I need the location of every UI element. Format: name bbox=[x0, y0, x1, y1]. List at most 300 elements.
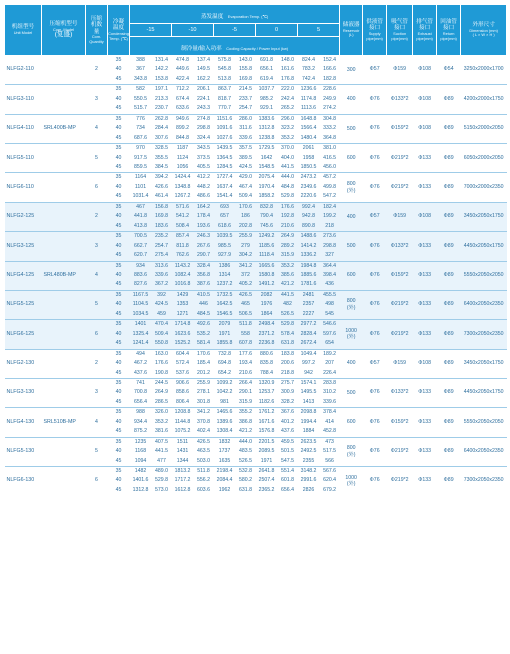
capacity-cell: 388 bbox=[130, 56, 152, 66]
cond-temp-cell: 40 bbox=[108, 359, 130, 368]
capacity-cell: 942.8 bbox=[298, 212, 320, 221]
capacity-cell: 412.2 bbox=[194, 173, 214, 183]
capacity-cell: 863.7 bbox=[214, 85, 236, 95]
capacity-cell: 1174.8 bbox=[298, 95, 320, 104]
capacity-cell: 1049.4 bbox=[298, 349, 320, 359]
capacity-cell: 631.8 bbox=[236, 486, 256, 495]
comp-model-cell bbox=[42, 232, 86, 261]
capacity-cell: 1813.2 bbox=[172, 467, 194, 477]
capacity-cell: 254.7 bbox=[236, 104, 256, 114]
capacity-cell: 357.5 bbox=[236, 144, 256, 154]
capacity-cell: 465 bbox=[236, 300, 256, 309]
return-pipe-cell: Φ89 bbox=[437, 320, 461, 349]
capacity-cell: 457.2 bbox=[320, 173, 340, 183]
capacity-cell: 1491.2 bbox=[256, 280, 278, 290]
capacity-cell: 210.6 bbox=[236, 369, 256, 379]
table-row bbox=[5, 290, 507, 300]
capacity-cell: 858.6 bbox=[172, 388, 194, 397]
reservoir-cell: 500 bbox=[340, 232, 363, 261]
comp-qty-cell: 2 bbox=[86, 202, 108, 231]
cond-temp-header: 冷凝温度 Condensing Temp. (℃) bbox=[108, 5, 130, 56]
capacity-cell: 499.8 bbox=[320, 183, 340, 192]
capacity-cell: 207 bbox=[320, 359, 340, 368]
cond-temp-cell: 35 bbox=[108, 378, 130, 388]
capacity-cell: 176.8 bbox=[278, 75, 298, 85]
capacity-cell: 526.5 bbox=[236, 457, 256, 467]
table-row bbox=[5, 56, 507, 66]
reservoir-cell: 300 bbox=[340, 56, 363, 85]
cond-temp-cell: 35 bbox=[108, 467, 130, 477]
capacity-cell: 1414.2 bbox=[298, 242, 320, 251]
return-pipe-cell: Φ89 bbox=[437, 261, 461, 290]
supply-pipe-cell: Φ76 bbox=[363, 261, 387, 290]
cond-temp-cell: 45 bbox=[108, 134, 130, 144]
supply-header: 供液管接口 Supply pipe(mm) bbox=[363, 5, 387, 56]
capacity-cell: 131.4 bbox=[152, 56, 172, 66]
capacity-cell: 1424.4 bbox=[172, 173, 194, 183]
capacity-cell: 367.2 bbox=[152, 280, 172, 290]
capacity-cell: 1971 bbox=[256, 457, 278, 467]
capacity-cell: 1168 bbox=[130, 447, 152, 456]
capacity-cell: 537.6 bbox=[172, 369, 194, 379]
capacity-cell: 618.6 bbox=[214, 222, 236, 232]
capacity-cell: 246.3 bbox=[194, 232, 214, 242]
capacity-cell: 929.1 bbox=[256, 104, 278, 114]
capacity-cell: 370.8 bbox=[194, 418, 214, 427]
capacity-cell: 859.5 bbox=[130, 163, 152, 173]
return-pipe-cell: Φ89 bbox=[437, 408, 461, 437]
capacity-cell: 2357 bbox=[298, 300, 320, 309]
capacity-cell: 1308.4 bbox=[214, 427, 236, 437]
capacity-cell: 275.7 bbox=[278, 378, 298, 388]
capacity-cell: 449.6 bbox=[172, 65, 194, 74]
dimension-cell: 3450x2050x1750 bbox=[461, 202, 507, 231]
capacity-cell: 949.6 bbox=[172, 114, 194, 124]
capacity-cell: 192.8 bbox=[278, 212, 298, 221]
reservoir-cell: 800 (外) bbox=[340, 290, 363, 319]
comp-qty-cell: 2 bbox=[86, 56, 108, 85]
capacity-cell: 228.6 bbox=[320, 85, 340, 95]
dimension-cell: 4200x2000x1750 bbox=[461, 85, 507, 114]
capacity-cell: 494 bbox=[130, 349, 152, 359]
cond-temp-cell: 45 bbox=[108, 398, 130, 408]
capacity-cell: 506.5 bbox=[236, 310, 256, 320]
supply-pipe-cell: Φ57 bbox=[363, 202, 387, 231]
cond-temp-cell: 45 bbox=[108, 280, 130, 290]
capacity-cell: 741 bbox=[130, 378, 152, 388]
capacity-cell: 201.2 bbox=[194, 369, 214, 379]
capacity-cell: 274.2 bbox=[320, 104, 340, 114]
capacity-cell: 2473.2 bbox=[298, 173, 320, 183]
dimension-cell: 5550x2050x2050 bbox=[461, 408, 507, 437]
suction-pipe-cell: Φ159*2 bbox=[387, 114, 413, 143]
capacity-cell: 398.4 bbox=[320, 271, 340, 280]
cond-temp-cell: 35 bbox=[108, 56, 130, 66]
suction-pipe-cell: Φ133*2 bbox=[387, 378, 413, 407]
capacity-cell: 2507.4 bbox=[256, 476, 278, 485]
capacity-cell: 1124 bbox=[172, 154, 194, 163]
exhaust-pipe-cell: Φ133 bbox=[413, 467, 437, 496]
suction-pipe-cell: Φ219*2 bbox=[387, 320, 413, 349]
capacity-cell: 2977.2 bbox=[298, 320, 320, 330]
dimension-cell: 6400x2050x2350 bbox=[461, 290, 507, 319]
table-row bbox=[5, 232, 507, 242]
capacity-cell: 529.8 bbox=[278, 192, 298, 202]
capacity-cell: 1094 bbox=[130, 457, 152, 467]
capacity-cell: 2201.5 bbox=[256, 437, 278, 447]
capacity-cell: 373.5 bbox=[194, 154, 214, 163]
capacity-cell: 1312.8 bbox=[256, 124, 278, 133]
supply-pipe-cell: Φ76 bbox=[363, 173, 387, 202]
capacity-cell: 389.5 bbox=[236, 154, 256, 163]
capacity-cell: 328.2 bbox=[278, 398, 298, 408]
supply-pipe-cell: Φ76 bbox=[363, 85, 387, 114]
comp-qty-cell: 6 bbox=[86, 320, 108, 349]
capacity-cell: 149.5 bbox=[194, 65, 214, 74]
cond-temp-cell: 45 bbox=[108, 486, 130, 495]
comp-model-cell bbox=[42, 437, 86, 466]
capacity-cell: 315.9 bbox=[236, 398, 256, 408]
capacity-cell: 1714.8 bbox=[172, 320, 194, 330]
unit-model-cell: NLFG4-110 bbox=[5, 114, 42, 143]
capacity-cell: 426.5 bbox=[236, 290, 256, 300]
exhaust-pipe-cell: Φ108 bbox=[413, 349, 437, 378]
capacity-cell: 835.8 bbox=[256, 359, 278, 368]
capacity-cell: 573.0 bbox=[152, 486, 172, 495]
suction-pipe-cell: Φ219*2 bbox=[387, 437, 413, 466]
capacity-cell: 326.0 bbox=[152, 408, 172, 418]
capacity-cell: 142.2 bbox=[152, 65, 172, 74]
capacity-cell: 410.5 bbox=[194, 290, 214, 300]
table-row bbox=[5, 114, 507, 124]
capacity-cell: 985.2 bbox=[256, 95, 278, 104]
capacity-cell: 1413 bbox=[298, 398, 320, 408]
comp-model-cell bbox=[42, 202, 86, 231]
capacity-cell: 1761.2 bbox=[256, 408, 278, 418]
capacity-cell: 503.0 bbox=[194, 457, 214, 467]
exhaust-pipe-cell: Φ133 bbox=[413, 261, 437, 290]
capacity-cell: 387.6 bbox=[194, 280, 214, 290]
capacity-cell: 367.6 bbox=[278, 408, 298, 418]
capacity-cell: 745.6 bbox=[256, 222, 278, 232]
capacity-cell: 603.6 bbox=[194, 486, 214, 495]
capacity-cell: 414 bbox=[320, 418, 340, 427]
capacity-cell: 262.8 bbox=[152, 114, 172, 124]
capacity-cell: 582 bbox=[130, 85, 152, 95]
capacity-cell: 2349.6 bbox=[298, 183, 320, 192]
capacity-cell: 547.2 bbox=[320, 192, 340, 202]
capacity-cell: 1737 bbox=[214, 447, 236, 456]
return-pipe-cell: Φ89 bbox=[437, 202, 461, 231]
capacity-cell: 1320.9 bbox=[256, 378, 278, 388]
capacity-cell: 2826 bbox=[298, 486, 320, 495]
capacity-cell: 1431 bbox=[172, 447, 194, 456]
comp-model-cell bbox=[42, 349, 86, 378]
suction-pipe-cell: Φ159 bbox=[387, 349, 413, 378]
capacity-cell: 467 bbox=[130, 202, 152, 212]
capacity-cell: 762.6 bbox=[172, 251, 194, 261]
suction-pipe-cell: Φ159 bbox=[387, 202, 413, 231]
capacity-cell: 572.4 bbox=[172, 359, 194, 368]
capacity-cell: 274.8 bbox=[194, 114, 214, 124]
return-pipe-cell: Φ89 bbox=[437, 114, 461, 143]
reservoir-cell: 400 bbox=[340, 202, 363, 231]
capacity-cell: 934.4 bbox=[130, 418, 152, 427]
unit-model-cell: NLFG2-110 bbox=[5, 56, 42, 85]
capacity-cell: 206.1 bbox=[194, 85, 214, 95]
cond-temp-cell: 35 bbox=[108, 437, 130, 447]
capacity-cell: 732.8 bbox=[214, 349, 236, 359]
capacity-cell: 304.2 bbox=[236, 251, 256, 261]
capacity-cell: 1389.6 bbox=[214, 418, 236, 427]
capacity-cell: 307.6 bbox=[152, 134, 172, 144]
capacity-cell: 1143.2 bbox=[172, 261, 194, 271]
dimension-cell: 6400x2050x2350 bbox=[461, 437, 507, 466]
capacity-cell: 1182.6 bbox=[256, 398, 278, 408]
capacity-cell: 2623.5 bbox=[298, 437, 320, 447]
comp-model-cell bbox=[42, 378, 86, 407]
capacity-cell: 656.1 bbox=[256, 65, 278, 74]
reservoir-cell: 400 bbox=[340, 85, 363, 114]
capacity-cell: 405.5 bbox=[194, 163, 214, 173]
capacity-cell: 441.5 bbox=[278, 163, 298, 173]
exhaust-pipe-cell: Φ108 bbox=[413, 56, 437, 85]
evap-temp-col: -15 bbox=[130, 24, 172, 37]
capacity-cell: 413.8 bbox=[130, 222, 152, 232]
capacity-cell: 378.4 bbox=[320, 408, 340, 418]
capacity-cell: 178.4 bbox=[194, 212, 214, 221]
capacity-cell: 296.0 bbox=[278, 114, 298, 124]
suction-pipe-cell: Φ159*2 bbox=[387, 261, 413, 290]
capacity-cell: 811.8 bbox=[172, 242, 194, 251]
table-row bbox=[5, 202, 507, 212]
capacity-cell: 162.2 bbox=[194, 75, 214, 85]
capacity-cell: 1732.5 bbox=[214, 290, 236, 300]
capacity-cell: 182.8 bbox=[320, 75, 340, 85]
capacity-cell: 1574.1 bbox=[298, 378, 320, 388]
capacity-cell: 470.4 bbox=[152, 320, 172, 330]
capacity-cell: 424.5 bbox=[236, 163, 256, 173]
capacity-cell: 370.0 bbox=[278, 144, 298, 154]
supply-pipe-cell: Φ57 bbox=[363, 56, 387, 85]
cond-temp-cell: 45 bbox=[108, 75, 130, 85]
capacity-cell: 1325.4 bbox=[130, 330, 152, 339]
exhaust-pipe-cell: Φ133 bbox=[413, 173, 437, 202]
capacity-cell: 1312.8 bbox=[130, 486, 152, 495]
capacity-cell: 656.4 bbox=[130, 398, 152, 408]
capacity-cell: 1971 bbox=[214, 330, 236, 339]
capacity-cell: 1864 bbox=[256, 310, 278, 320]
suction-pipe-cell: Φ219*2 bbox=[387, 144, 413, 173]
capacity-cell: 164.2 bbox=[194, 202, 214, 212]
capacity-cell: 526.5 bbox=[278, 310, 298, 320]
comp-qty-cell: 4 bbox=[86, 408, 108, 437]
capacity-cell: 545.8 bbox=[214, 65, 236, 74]
table-header bbox=[5, 5, 507, 56]
unit-model-cell: NLFG2-125 bbox=[5, 202, 42, 231]
capacity-cell: 474.8 bbox=[172, 56, 194, 66]
capacity-cell: 1236.6 bbox=[298, 85, 320, 95]
capacity-cell: 788.4 bbox=[256, 369, 278, 379]
capacity-cell: 1541.4 bbox=[214, 192, 236, 202]
capacity-cell: 942 bbox=[298, 369, 320, 379]
capacity-cell: 254.7 bbox=[152, 242, 172, 251]
capacity-cell: 529.8 bbox=[152, 476, 172, 485]
unit-model-cell: NLFG2-130 bbox=[5, 349, 42, 378]
capacity-cell: 311.6 bbox=[236, 124, 256, 133]
capacity-cell: 1241.4 bbox=[130, 339, 152, 349]
comp-model-header: 压缩机型号 Com. Model (复盛) bbox=[42, 5, 86, 56]
comp-qty-cell: 5 bbox=[86, 437, 108, 466]
capacity-cell: 218.8 bbox=[278, 369, 298, 379]
suction-pipe-cell: Φ219*2 bbox=[387, 290, 413, 319]
capacity-cell: 385.6 bbox=[278, 271, 298, 280]
capacity-cell: 790.4 bbox=[256, 212, 278, 221]
capacity-cell: 1091.6 bbox=[214, 124, 236, 133]
capacity-cell: 290.7 bbox=[194, 251, 214, 261]
capacity-cell: 988 bbox=[130, 408, 152, 418]
cond-temp-cell: 35 bbox=[108, 320, 130, 330]
capacity-cell: 1781.6 bbox=[298, 280, 320, 290]
capacity-cell: 339.6 bbox=[320, 398, 340, 408]
evap-temp-header: 蒸发温度 Evaporation Temp. (℃) bbox=[130, 5, 340, 24]
capacity-cell: 827.6 bbox=[130, 280, 152, 290]
capacity-cell: 513.8 bbox=[214, 75, 236, 85]
dimension-cell: 5150x2000x2050 bbox=[461, 114, 507, 143]
capacity-header: 制冷量/输入功率 Cooling Capacity / Power Input (kw) bbox=[130, 37, 340, 56]
capacity-cell: 193.6 bbox=[194, 222, 214, 232]
capacity-cell: 934 bbox=[130, 261, 152, 271]
capacity-cell: 426.5 bbox=[194, 437, 214, 447]
capacity-cell: 1525.2 bbox=[172, 339, 194, 349]
capacity-cell: 981 bbox=[214, 398, 236, 408]
dimension-cell: 7000x2000x2350 bbox=[461, 173, 507, 202]
exhaust-pipe-cell: Φ108 bbox=[413, 202, 437, 231]
capacity-cell: 367 bbox=[130, 65, 152, 74]
return-pipe-cell: Φ89 bbox=[437, 378, 461, 407]
capacity-cell: 339.6 bbox=[236, 134, 256, 144]
capacity-cell: 1237.2 bbox=[214, 280, 236, 290]
capacity-cell: 604.4 bbox=[172, 349, 194, 359]
capacity-cell: 535.2 bbox=[194, 330, 214, 339]
cond-temp-cell: 40 bbox=[108, 388, 130, 397]
cond-temp-cell: 40 bbox=[108, 242, 130, 251]
comp-qty-cell: 3 bbox=[86, 378, 108, 407]
capacity-cell: 323.2 bbox=[278, 124, 298, 133]
capacity-cell: 161.6 bbox=[278, 65, 298, 74]
capacity-cell: 906.6 bbox=[172, 378, 194, 388]
capacity-cell: 372 bbox=[236, 271, 256, 280]
capacity-cell: 1167.5 bbox=[130, 290, 152, 300]
capacity-cell: 619.4 bbox=[256, 75, 278, 85]
capacity-cell: 186 bbox=[236, 212, 256, 221]
capacity-cell: 444.0 bbox=[236, 437, 256, 447]
reservoir-cell: 600 bbox=[340, 261, 363, 290]
capacity-cell: 1353 bbox=[172, 300, 194, 309]
capacity-cell: 693 bbox=[214, 202, 236, 212]
suction-pipe-cell: Φ159*2 bbox=[387, 408, 413, 437]
capacity-cell: 1480.4 bbox=[298, 134, 320, 144]
capacity-cell: 1039.5 bbox=[214, 232, 236, 242]
capacity-cell: 426.6 bbox=[152, 183, 172, 192]
unit-model-cell: NLFG4-125 bbox=[5, 261, 42, 290]
capacity-cell: 264.9 bbox=[278, 232, 298, 242]
capacity-cell: 2220.6 bbox=[298, 192, 320, 202]
capacity-cell: 883.6 bbox=[130, 271, 152, 280]
table-row bbox=[5, 437, 507, 447]
cond-temp-cell: 40 bbox=[108, 271, 130, 280]
cond-temp-cell: 35 bbox=[108, 232, 130, 242]
capacity-cell: 1671.6 bbox=[256, 418, 278, 427]
capacity-cell: 620.7 bbox=[130, 251, 152, 261]
capacity-cell: 341.2 bbox=[194, 408, 214, 418]
capacity-cell: 1075.2 bbox=[172, 427, 194, 437]
capacity-cell: 691.8 bbox=[256, 56, 278, 66]
capacity-cell: 463.5 bbox=[194, 447, 214, 456]
exhaust-pipe-cell: Φ133 bbox=[413, 408, 437, 437]
dimension-cell: 3250x2000x1700 bbox=[461, 56, 507, 85]
capacity-cell: 1113.6 bbox=[298, 104, 320, 114]
capacity-cell: 1665.6 bbox=[256, 261, 278, 271]
capacity-cell: 734 bbox=[130, 124, 152, 133]
capacity-cell: 1118.4 bbox=[256, 251, 278, 261]
capacity-cell: 381.0 bbox=[320, 144, 340, 154]
capacity-cell: 200.6 bbox=[278, 359, 298, 368]
unit-model-cell: NLFG4-130 bbox=[5, 408, 42, 437]
capacity-cell: 169.8 bbox=[236, 75, 256, 85]
capacity-cell: 328.5 bbox=[152, 144, 172, 154]
cond-temp-cell: 40 bbox=[108, 154, 130, 163]
capacity-cell: 1401 bbox=[130, 320, 152, 330]
comp-model-cell bbox=[42, 320, 86, 349]
capacity-cell: 1314 bbox=[214, 271, 236, 280]
capacity-cell: 170.6 bbox=[236, 202, 256, 212]
cond-temp-cell: 40 bbox=[108, 95, 130, 104]
capacity-cell: 511.8 bbox=[194, 467, 214, 477]
table-row bbox=[5, 320, 507, 330]
suction-pipe-cell: Φ133*2 bbox=[387, 85, 413, 114]
capacity-cell: 1042.2 bbox=[214, 388, 236, 397]
comp-qty-cell: 3 bbox=[86, 85, 108, 114]
capacity-cell: 298.8 bbox=[194, 124, 214, 133]
capacity-cell: 546.6 bbox=[320, 320, 340, 330]
capacity-cell: 222.0 bbox=[278, 85, 298, 95]
capacity-cell: 163.0 bbox=[152, 349, 172, 359]
capacity-cell: 339.6 bbox=[152, 271, 172, 280]
capacity-cell: 601.8 bbox=[278, 476, 298, 485]
capacity-cell: 633.6 bbox=[172, 104, 194, 114]
suction-pipe-cell: Φ219*2 bbox=[387, 467, 413, 496]
capacity-cell: 437.6 bbox=[278, 427, 298, 437]
dimension-cell: 5550x2050x2050 bbox=[461, 261, 507, 290]
supply-pipe-cell: Φ76 bbox=[363, 320, 387, 349]
capacity-cell: 1729.5 bbox=[256, 144, 278, 154]
capacity-cell: 1511 bbox=[172, 437, 194, 447]
capacity-cell: 446 bbox=[194, 300, 214, 309]
capacity-cell: 1208.8 bbox=[172, 408, 194, 418]
cond-temp-cell: 40 bbox=[108, 183, 130, 192]
capacity-cell: 176.6 bbox=[152, 359, 172, 368]
exhaust-pipe-cell: Φ133 bbox=[413, 232, 437, 261]
capacity-cell: 210.6 bbox=[278, 222, 298, 232]
cond-temp-cell: 35 bbox=[108, 202, 130, 212]
capacity-cell: 456.0 bbox=[320, 163, 340, 173]
capacity-cell: 218 bbox=[320, 222, 340, 232]
comp-model-cell: SRL510B-MP bbox=[42, 408, 86, 437]
capacity-cell: 2236.8 bbox=[256, 339, 278, 349]
comp-qty-cell: 2 bbox=[86, 349, 108, 378]
cond-temp-cell: 40 bbox=[108, 447, 130, 456]
